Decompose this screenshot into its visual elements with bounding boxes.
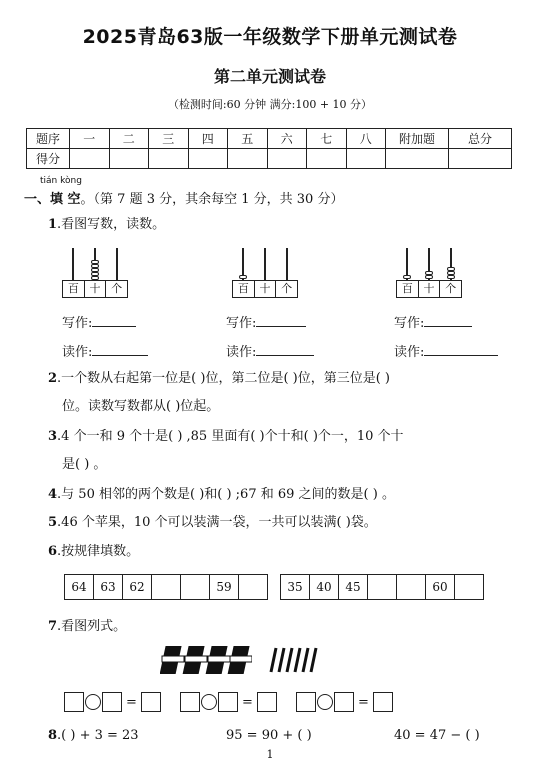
unit-subtitle: 第二单元测试卷 xyxy=(213,67,326,86)
score-cell[interactable] xyxy=(267,149,307,169)
question-4 xyxy=(48,486,395,504)
exam-info: （检测时间:60 分钟 满分:100 + 10 分） xyxy=(167,98,373,111)
q5-text: .46 个苹果，10 个可以装满一袋，一共可以装满( )袋。 xyxy=(57,515,377,530)
write-line-2[interactable] xyxy=(226,312,306,331)
score-col: 六 xyxy=(267,129,307,149)
q8-number: 8 xyxy=(48,728,58,743)
question-2 xyxy=(48,370,390,388)
page-number: 1 xyxy=(266,748,274,761)
q1-number: 1 xyxy=(48,217,58,232)
q6-number: 6 xyxy=(48,544,58,559)
place-tens: 十 xyxy=(85,281,107,297)
section1-note: 。（第 7 题 3 分，其余每空 1 分，共 30 分） xyxy=(80,192,344,207)
q7-text: .看图列式。 xyxy=(57,619,127,634)
q6-text: .按规律填数。 xyxy=(57,544,140,559)
q3-line1: .4 个一和 9 个十是( ) ,85 里面有( )个十和( )个一，10 个十 xyxy=(57,429,404,444)
answer-box[interactable] xyxy=(218,692,238,712)
place-tens: 十 xyxy=(419,281,441,297)
equation-1 xyxy=(64,692,161,712)
seq-cell[interactable] xyxy=(368,575,397,599)
answer-box[interactable] xyxy=(141,692,161,712)
write-label: 写作: xyxy=(226,316,257,331)
read-line-1[interactable] xyxy=(62,341,148,360)
read-label: 读作: xyxy=(226,345,257,360)
page-title: 2025青岛63版一年级数学下册单元测试卷 xyxy=(82,26,458,48)
score-cell[interactable] xyxy=(149,149,189,169)
place-ones: 个 xyxy=(445,282,457,295)
q2-line1: .一个数从右起第一位是( )位，第二位是( )位，第三位是( ) xyxy=(57,371,391,386)
answer-box[interactable] xyxy=(257,692,277,712)
stick-bundles-icon xyxy=(160,644,252,676)
score-col: 三 xyxy=(149,129,189,149)
score-row-label: 得分 xyxy=(27,149,70,169)
answer-box[interactable] xyxy=(296,692,316,712)
score-cell[interactable] xyxy=(109,149,149,169)
operator-circle[interactable] xyxy=(201,694,217,710)
write-line-1[interactable] xyxy=(62,312,136,331)
seq-cell[interactable] xyxy=(152,575,181,599)
operator-circle[interactable] xyxy=(85,694,101,710)
equation-2 xyxy=(180,692,277,712)
seq-cell: 59 xyxy=(210,575,239,599)
read-line-2[interactable] xyxy=(226,341,314,360)
q7-number: 7 xyxy=(48,619,58,634)
seq-cell: 35 xyxy=(281,575,310,599)
write-label: 写作: xyxy=(62,316,93,331)
score-cell[interactable] xyxy=(70,149,110,169)
place-ones: 个 xyxy=(281,282,293,295)
section1-title: 一、填 空 xyxy=(24,192,81,207)
score-cell[interactable] xyxy=(188,149,228,169)
score-col: 四 xyxy=(188,129,228,149)
place-tens: 十 xyxy=(255,281,277,297)
answer-box[interactable] xyxy=(334,692,354,712)
place-ones: 个 xyxy=(111,282,123,295)
score-col: 一 xyxy=(70,129,110,149)
question-6 xyxy=(48,543,139,561)
equation-3 xyxy=(296,692,393,712)
score-col: 五 xyxy=(228,129,268,149)
score-col: 八 xyxy=(346,129,386,149)
score-cell[interactable] xyxy=(307,149,347,169)
q8-part-a: .( ) + 3 = 23 xyxy=(57,728,139,743)
score-col: 二 xyxy=(109,129,149,149)
seq-cell[interactable] xyxy=(181,575,210,599)
place-hundreds: 百 xyxy=(233,281,255,297)
q4-text: .与 50 相邻的两个数是( )和( ) ;67 和 69 之间的数是( ) 。 xyxy=(57,487,395,502)
q3-line2: 是( ) 。 xyxy=(62,457,107,472)
single-sticks-icon xyxy=(268,646,320,674)
q4-number: 4 xyxy=(48,487,58,502)
sequence-1 xyxy=(64,574,268,600)
q5-number: 5 xyxy=(48,515,58,530)
place-hundreds: 百 xyxy=(397,281,419,297)
score-col: 七 xyxy=(307,129,347,149)
score-cell[interactable] xyxy=(449,149,512,169)
question-7 xyxy=(48,618,126,636)
score-cell[interactable] xyxy=(386,149,449,169)
write-line-3[interactable] xyxy=(394,312,472,331)
section1-pinyin: tián kòng xyxy=(40,176,82,186)
question-5 xyxy=(48,514,377,532)
answer-box[interactable] xyxy=(180,692,200,712)
abacus-3 xyxy=(396,248,462,298)
equals-sign: = xyxy=(358,694,369,710)
score-col: 总分 xyxy=(449,129,512,149)
q1-text: .看图写数，读数。 xyxy=(57,217,166,232)
seq-cell[interactable] xyxy=(397,575,426,599)
read-line-3[interactable] xyxy=(394,341,498,360)
score-cell[interactable] xyxy=(228,149,268,169)
equals-sign: = xyxy=(126,694,137,710)
seq-cell: 64 xyxy=(65,575,94,599)
read-label: 读作: xyxy=(62,345,93,360)
section1-heading xyxy=(24,188,343,207)
q2-line2: 位。读数写数都从( )位起。 xyxy=(62,399,220,414)
answer-box[interactable] xyxy=(102,692,122,712)
question-3 xyxy=(48,428,404,446)
question-1 xyxy=(48,216,165,234)
q8-part-b: 95 = 90 + ( ) xyxy=(226,728,312,743)
seq-cell: 62 xyxy=(123,575,152,599)
seq-cell[interactable] xyxy=(455,575,483,599)
equals-sign: = xyxy=(242,694,253,710)
answer-box[interactable] xyxy=(64,692,84,712)
seq-cell[interactable] xyxy=(239,575,267,599)
write-label: 写作: xyxy=(394,316,425,331)
seq-cell: 60 xyxy=(426,575,455,599)
q2-number: 2 xyxy=(48,371,58,386)
score-col: 附加题 xyxy=(386,129,449,149)
score-header-label: 题序 xyxy=(27,129,70,149)
answer-box[interactable] xyxy=(373,692,393,712)
abacus-1 xyxy=(62,248,128,298)
operator-circle[interactable] xyxy=(317,694,333,710)
score-table xyxy=(26,128,512,169)
q3-number: 3 xyxy=(48,429,58,444)
question-8 xyxy=(48,727,139,745)
sequence-2 xyxy=(280,574,484,600)
seq-cell: 63 xyxy=(94,575,123,599)
place-hundreds: 百 xyxy=(63,281,85,297)
seq-cell: 40 xyxy=(310,575,339,599)
score-cell[interactable] xyxy=(346,149,386,169)
read-label: 读作: xyxy=(394,345,425,360)
abacus-2 xyxy=(232,248,298,298)
q8-part-c: 40 = 47 − ( ) xyxy=(394,728,480,743)
seq-cell: 45 xyxy=(339,575,368,599)
